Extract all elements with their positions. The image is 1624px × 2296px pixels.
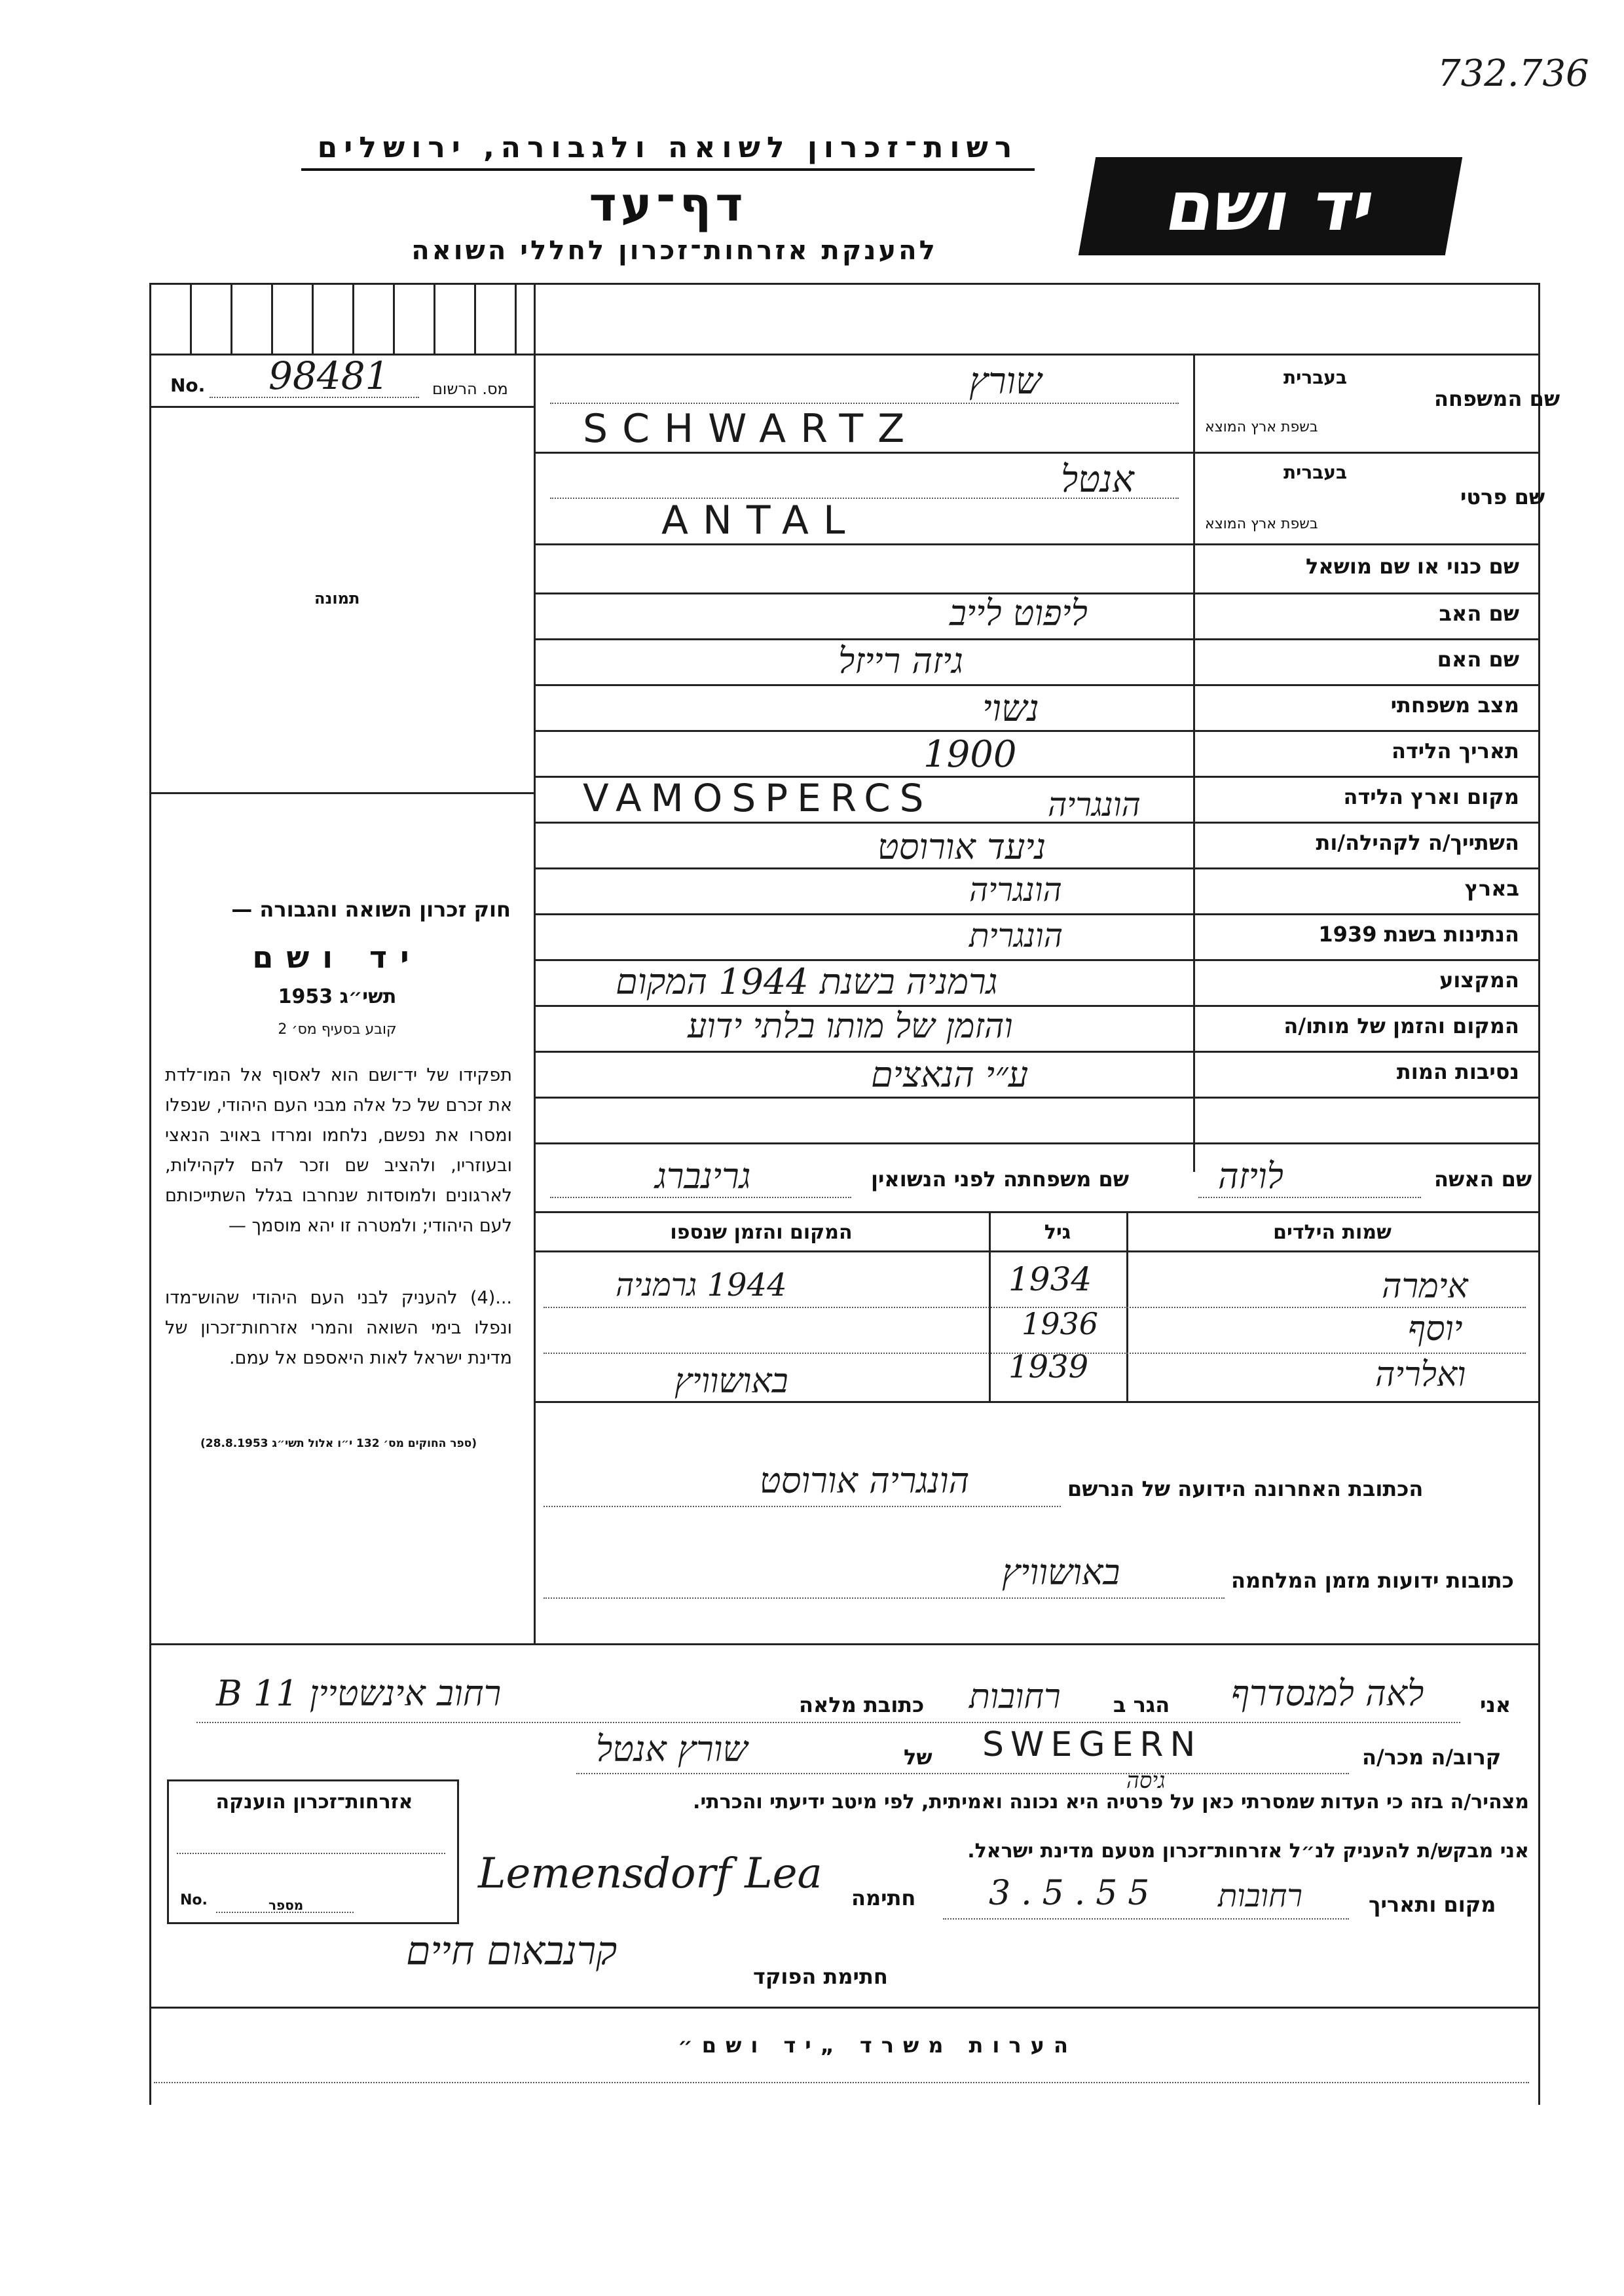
law-reference: (ספר החוקים מס׳ 132 י״ו אלול תשי״ג 28.8.1953) bbox=[200, 1437, 477, 1450]
child-2-name: יוסף bbox=[1408, 1309, 1463, 1349]
birthplace-value: הונגריה bbox=[1048, 786, 1141, 824]
signature-label: חתימה bbox=[851, 1886, 916, 1910]
registration-label: מס. הרשום bbox=[432, 380, 508, 398]
father-label: שם האב bbox=[1439, 601, 1519, 626]
community-value: ניעד אורוסט bbox=[877, 826, 1046, 867]
request-text: אני מבקש/ת להעניק לנ״ל אזרחות־זכרון מטעם מדינת ישראל. bbox=[967, 1840, 1529, 1863]
death-place-time-value: והזמן של מותו בלתי ידוע bbox=[688, 1007, 1013, 1046]
surname-hebrew-sublabel: בעברית bbox=[1283, 367, 1348, 388]
law-clause: קובע בסעיף מס׳ 2 bbox=[278, 1021, 397, 1038]
declarant-i-label: אני bbox=[1480, 1692, 1511, 1717]
left-right-divider bbox=[534, 283, 536, 1645]
mother-value: גיזה רייזל bbox=[838, 640, 964, 682]
citizenship-box-number-label: מספר bbox=[268, 1897, 304, 1913]
children-death-place-header: המקום והזמן שנספו bbox=[670, 1221, 853, 1244]
father-value: ליפוט לייב bbox=[950, 592, 1088, 634]
death-circumstances-value: ע״י הנאצים bbox=[871, 1054, 1029, 1095]
country-value: הונגריה bbox=[969, 871, 1062, 909]
birthplace-label: מקום וארץ הלידה bbox=[1343, 784, 1519, 809]
law-paragraph-1: תפקידו של יד־ושם הוא לאסוף אל המו־לדת את זכרם של כל אלה מבני העם היהודי, שנפלו ומסרו את נפשם, נלחמו ומרדו באויב הנאצי ובעוזריו, ולהציב שם וזכר להם לקהילות, לארגונים ולמוסדות שנחרבו בגלל השתייכותם לעם היהודי; ולמטרה זו יהא מוסמך — bbox=[165, 1065, 512, 1236]
form-title: דף־עד bbox=[589, 177, 747, 232]
declaration-place: רחובות bbox=[1218, 1878, 1302, 1914]
officer-signature-label: חתימת הפוקד bbox=[753, 1964, 888, 1989]
child-3-death-place: באושוויץ bbox=[674, 1362, 788, 1401]
declarant-city: רחובות bbox=[969, 1677, 1061, 1717]
law-paragraph-2: ...(4) להעניק לבני העם היהודי שהוש־מדו ונפלו בימי השואה והמרי אזרחות־זכרון של מדינת ישראל לאות היאספם אל עמם. bbox=[165, 1288, 512, 1368]
birthdate-label: תאריך הלידה bbox=[1391, 738, 1519, 763]
law-year: תשי״ג 1953 bbox=[278, 985, 397, 1008]
child-3-name: ואלריה bbox=[1375, 1355, 1466, 1394]
birthdate-value: 1900 bbox=[923, 733, 1017, 776]
law-name: יד ושם bbox=[252, 939, 422, 975]
child-1-death-place: 1944 גרמניה bbox=[616, 1267, 787, 1303]
children-names-header: שמות הילדים bbox=[1273, 1221, 1392, 1244]
wife-maiden-name-value: גרינברג bbox=[655, 1156, 751, 1197]
war-address-value: באושוויץ bbox=[1002, 1552, 1120, 1593]
citizenship-box-no-label: No. bbox=[180, 1892, 208, 1908]
last-address-value: הונגריה אורוסט bbox=[760, 1460, 970, 1501]
declarant-address-label: כתובת מלאה bbox=[799, 1692, 925, 1717]
birthplace-latin-value: VAMOSPERCS bbox=[583, 776, 933, 820]
child-2-age: 1936 bbox=[1022, 1306, 1099, 1341]
profession-value: גרמניה בשנת 1944 המקום bbox=[616, 961, 998, 1002]
declarant-name: לאה למנסדרף bbox=[1231, 1673, 1424, 1714]
corner-file-number: 732.736 bbox=[1437, 52, 1589, 95]
firstname-label: שם פרטי bbox=[1460, 484, 1545, 509]
declarant-of-value: שורץ אנטל bbox=[596, 1728, 748, 1770]
profession-label: המקצוע bbox=[1439, 968, 1519, 993]
citizenship-box-title: אזרחות־זכרון הוענקה bbox=[215, 1791, 413, 1813]
declarant-relation-label: קרוב/ה מכר/ה bbox=[1362, 1745, 1502, 1770]
declarant-signature: Lemensdorf Lea bbox=[478, 1850, 822, 1898]
form-subtitle: להענקת אזרחות־זכרון לחללי השואה bbox=[411, 236, 938, 266]
surname-origin-sublabel: בשפת ארץ המוצא bbox=[1205, 419, 1318, 435]
firstname-origin-value: ANTAL bbox=[661, 498, 860, 543]
last-address-label: הכתובת האחרונה הידועה של הנרשם bbox=[1067, 1476, 1424, 1501]
children-age-header: גיל bbox=[1044, 1221, 1071, 1244]
law-title: חוק זכרון השואה והגבורה — bbox=[231, 897, 511, 922]
community-label: השתייך/ה לקהילה/ות bbox=[1316, 830, 1519, 855]
firstname-hebrew-value: אנטל bbox=[1061, 458, 1134, 501]
child-3-age: 1939 bbox=[1008, 1349, 1089, 1385]
registration-number: 98481 bbox=[268, 354, 390, 398]
war-address-label: כתובות ידועות מזמן המלחמה bbox=[1231, 1568, 1514, 1593]
declarant-residing-label: הגר ב bbox=[1113, 1692, 1170, 1717]
marital-status-value: נשוי bbox=[982, 687, 1039, 730]
place-date-label: מקום ותאריך bbox=[1369, 1892, 1496, 1917]
child-1-age: 1934 bbox=[1008, 1260, 1092, 1298]
child-1-name: אימרה bbox=[1382, 1267, 1468, 1306]
death-place-time-label: המקום והזמן של מותו/ה bbox=[1283, 1013, 1519, 1038]
firstname-hebrew-sublabel: בעברית bbox=[1283, 462, 1348, 483]
photo-placeholder-label: תמונה bbox=[314, 589, 360, 608]
declarant-relation: גיסה bbox=[1126, 1768, 1166, 1794]
surname-label: שם המשפחה bbox=[1434, 386, 1560, 411]
yad-vashem-logo: יד ושם bbox=[1079, 157, 1462, 255]
office-notes-heading: הערות משרד „יד ושם״ bbox=[678, 2033, 1077, 2058]
wife-name-label: שם האשה bbox=[1434, 1167, 1532, 1192]
death-circumstances-label: נסיבות המות bbox=[1396, 1059, 1519, 1084]
marital-status-label: מצב משפחתי bbox=[1390, 693, 1519, 718]
firstname-origin-sublabel: בשפת ארץ המוצא bbox=[1205, 516, 1318, 532]
declaration-text: מצהיר/ה בזה כי העדות שמסרתי כאן על פרטיה היא נכונה ואמיתית, לפי מיטב ידיעתי והכרתי. bbox=[693, 1791, 1529, 1813]
registration-no-label: No. bbox=[170, 374, 206, 396]
wife-name-value: לויזה bbox=[1218, 1156, 1283, 1197]
surname-hebrew-value: שורץ bbox=[969, 360, 1042, 403]
declaration-date: 3.5.55 bbox=[989, 1874, 1160, 1913]
officer-signature: קרנבאום חיים bbox=[406, 1928, 618, 1974]
declarant-of-label: של bbox=[904, 1745, 932, 1770]
mother-label: שם האם bbox=[1437, 647, 1519, 672]
declarant-latin-name: SWEGERN bbox=[982, 1725, 1202, 1764]
declarant-address: רחוב אינשטיין 11 B bbox=[216, 1673, 502, 1714]
authority-header: רשות־זכרון לשואה ולגבורה, ירושלים bbox=[301, 131, 1035, 171]
nickname-label: שם כנוי או שם מושאל bbox=[1305, 554, 1519, 579]
citizenship-1939-value: הונגרית bbox=[969, 917, 1063, 955]
country-label: בארץ bbox=[1464, 876, 1519, 901]
citizenship-1939-label: הנתינות בשנת 1939 bbox=[1318, 922, 1519, 947]
wife-maiden-name-label: שם משפחתה לפני הנשואין bbox=[871, 1167, 1130, 1192]
surname-origin-value: SCHWARTZ bbox=[583, 406, 919, 452]
